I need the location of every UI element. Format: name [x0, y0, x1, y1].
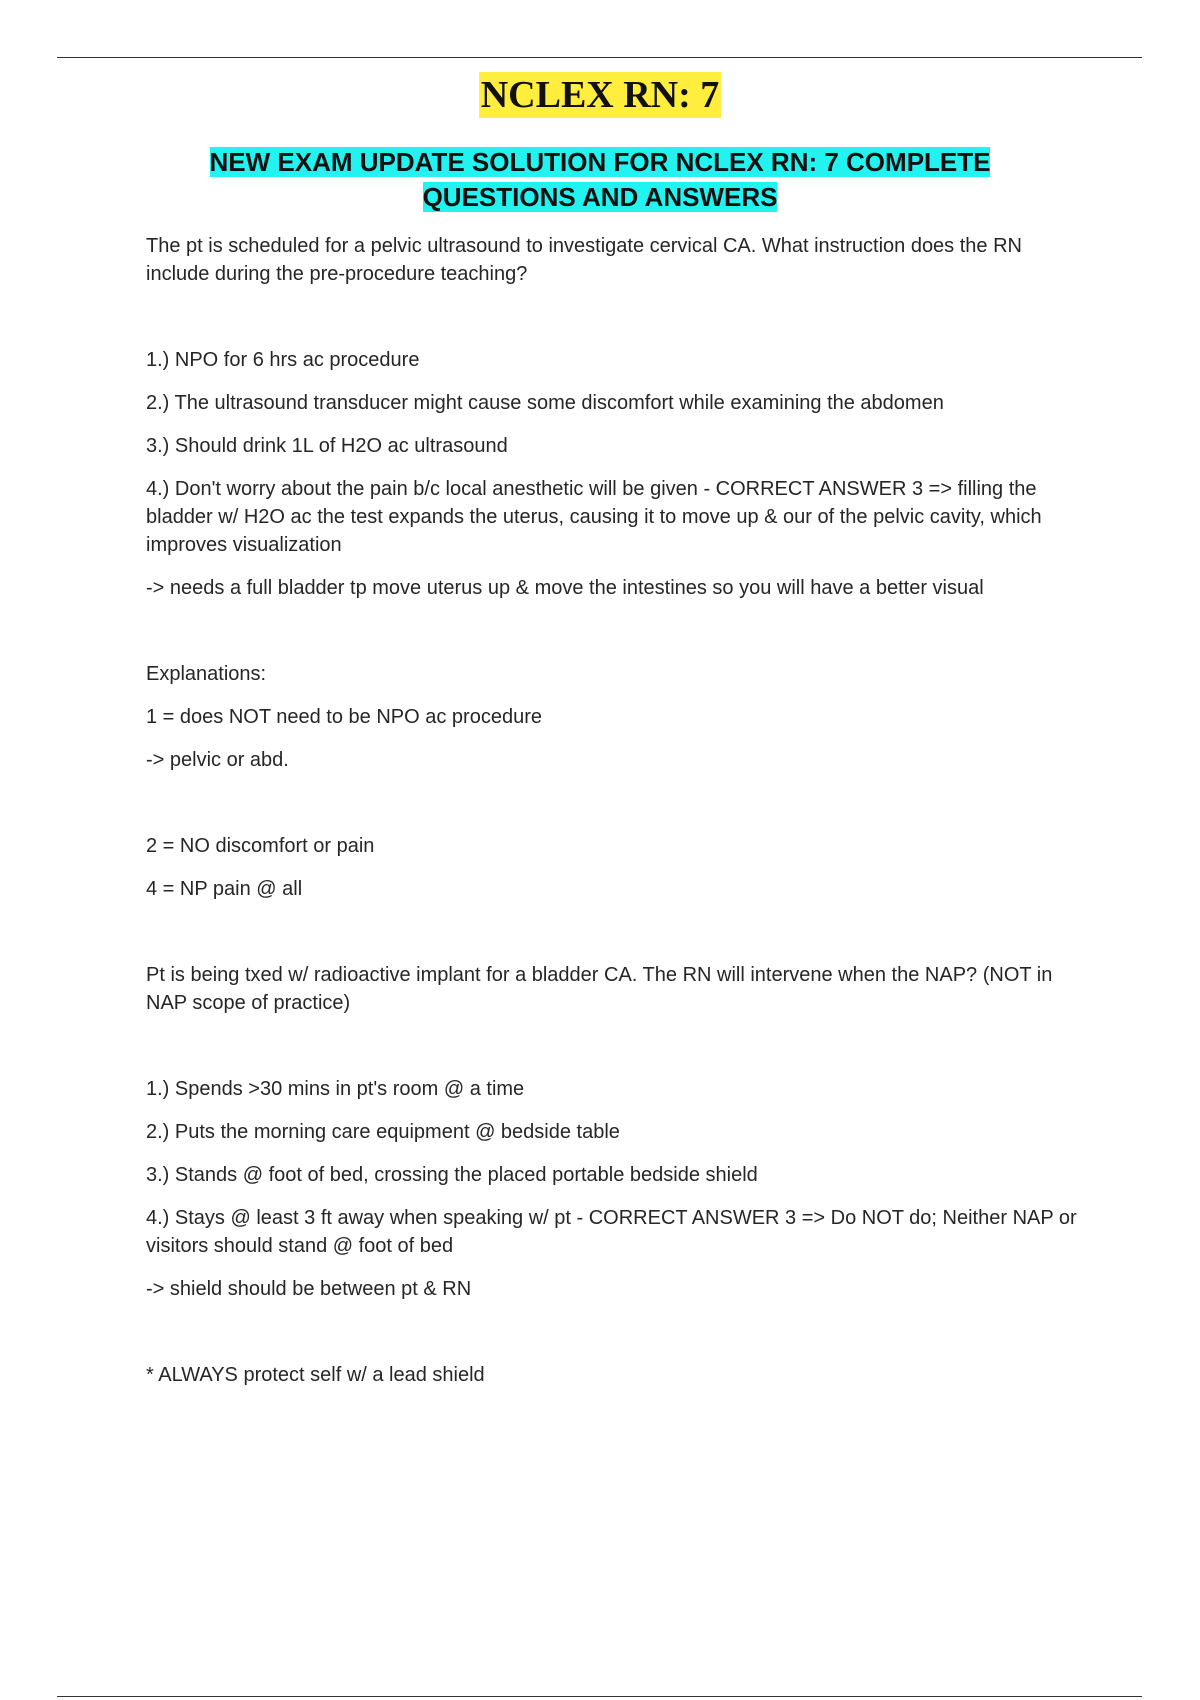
question-1-option-3: 3.) Should drink 1L of H2O ac ultrasound — [146, 435, 508, 457]
question-1 — [146, 232, 1086, 961]
question-2 — [146, 961, 1086, 1389]
question-2-text: Pt is being txed w/ radioactive implant for a bladder CA. The RN will intervene when the NAP? (NOT in NAP scope of practice) — [146, 964, 1053, 1014]
question-2-option-3: 3.) Stands @ foot of bed, crossing the placed portable bedside shield — [146, 1164, 758, 1186]
explanations-heading: Explanations: — [146, 663, 267, 685]
reminder-note: * ALWAYS protect self w/ a lead shield — [146, 1364, 485, 1386]
question-1-option-2: 2.) The ultrasound transducer might cause some discomfort while examining the abdomen — [146, 392, 944, 414]
question-1-note: -> needs a full bladder tp move uterus up & move the intestines so you will have a better visual — [146, 577, 984, 599]
explanation-2: 2 = NO discomfort or pain — [146, 835, 375, 857]
document-subtitle: NEW EXAM UPDATE SOLUTION FOR NCLEX RN: 7 COMPLETE QUESTIONS AND ANSWERS — [209, 147, 991, 212]
question-2-option-4-answer: 4.) Stays @ least 3 ft away when speaking w/ pt - CORRECT ANSWER 3 => Do NOT do; Neither NAP or visitors should stand @ foot of bed — [146, 1207, 1077, 1257]
explanation-1-note: -> pelvic or abd. — [146, 749, 289, 771]
explanation-1: 1 = does NOT need to be NPO ac procedure — [146, 706, 542, 728]
explanation-4: 4 = NP pain @ all — [146, 878, 303, 900]
top-rule — [57, 57, 1142, 58]
question-1-option-1: 1.) NPO for 6 hrs ac procedure — [146, 349, 420, 371]
subtitle-block — [150, 145, 1050, 215]
question-2-note: -> shield should be between pt & RN — [146, 1278, 472, 1300]
question-1-text: The pt is scheduled for a pelvic ultrasound to investigate cervical CA. What instruction does the RN include during the pre-procedure teaching? — [146, 235, 1022, 285]
question-2-option-2: 2.) Puts the morning care equipment @ bedside table — [146, 1121, 620, 1143]
document-title: NCLEX RN: 7 — [480, 74, 720, 116]
question-2-option-1: 1.) Spends >30 mins in pt's room @ a time — [146, 1078, 525, 1100]
title-block — [0, 72, 1200, 118]
question-1-option-4-answer: 4.) Don't worry about the pain b/c local anesthetic will be given - CORRECT ANSWER 3 => filling the bladder w/ H2O ac the test expands the uterus, causing it to move up & our of the pelvic cavity, which improves visualization — [146, 478, 1042, 556]
bottom-rule — [57, 1696, 1142, 1697]
document-body — [146, 232, 1086, 1404]
